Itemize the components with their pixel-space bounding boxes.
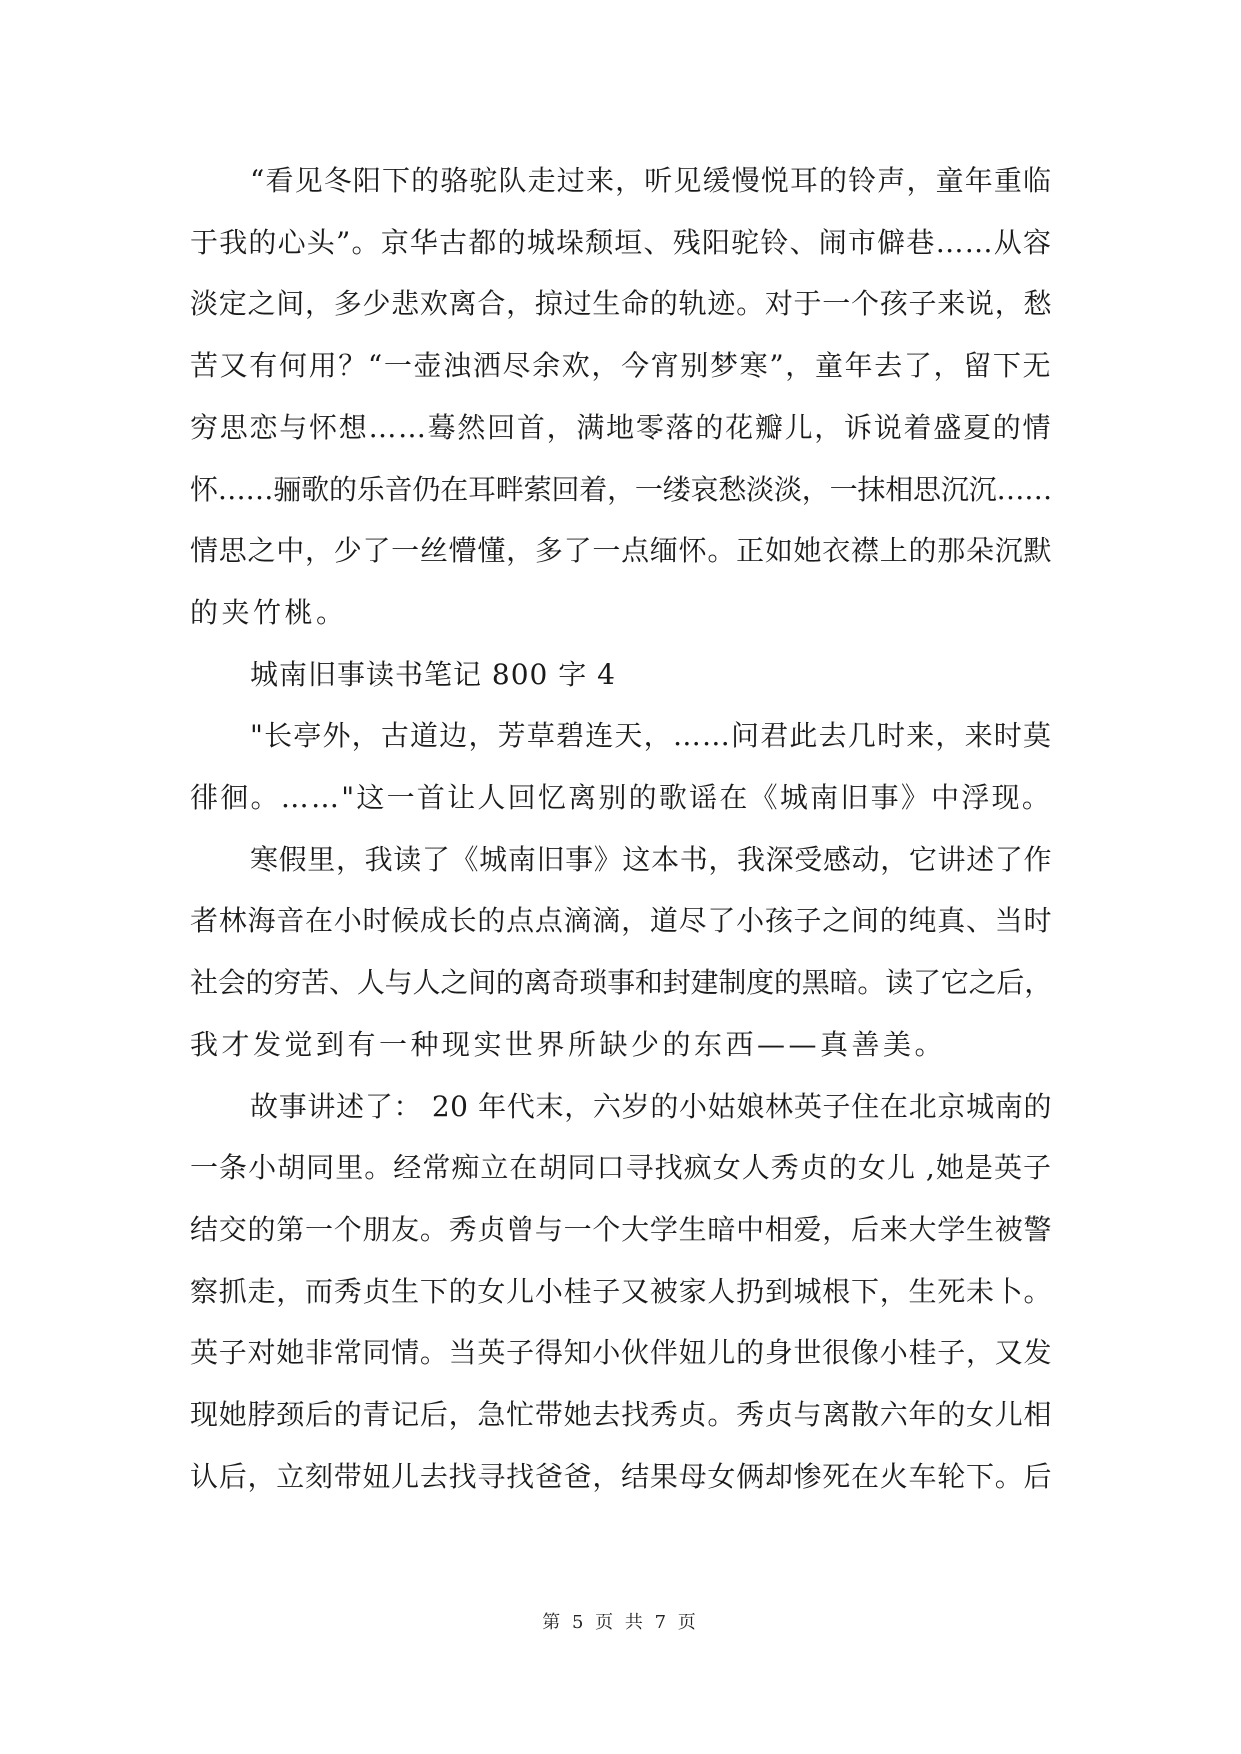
- paragraph-1: [190, 150, 1052, 644]
- text-line: 淡定之间，多少悲欢离合，掠过生命的轨迹。对于一个孩子来说，愁: [190, 287, 1052, 321]
- text-line: 我才发觉到有一种现实世界所缺少的东西——真善美。: [190, 1027, 947, 1061]
- paragraph-2: [190, 705, 1052, 828]
- text-line: 社会的穷苦、人与人之间的离奇琐事和封建制度的黑暗。读了它之后，: [190, 966, 1052, 1000]
- text-line: 英子对她非常同情。当英子得知小伙伴妞儿的身世很像小桂子，又发: [190, 1336, 1052, 1370]
- text-line: 寒假里，我读了《城南旧事》这本书，我深受感动，它讲述了作: [250, 842, 1052, 876]
- text-line: 苦又有何用？“一壶浊洒尽余欢，今宵别梦寒”，童年去了，留下无: [190, 349, 1052, 383]
- text-line: "长亭外，古道边，芳草碧连天，……问君此去几时来，来时莫: [250, 719, 1052, 753]
- text-line: 一条小胡同里。经常痴立在胡同口寻找疯女人秀贞的女儿 ,她是英子: [190, 1151, 1052, 1185]
- text-line: 者林海音在小时候成长的点点滴滴，道尽了小孩子之间的纯真、当时: [190, 904, 1052, 938]
- document-body: [190, 150, 1052, 1507]
- text-line: 察抓走，而秀贞生下的女儿小桂子又被家人扔到城根下，生死未卜。: [190, 1274, 1052, 1308]
- text-line: 结交的第一个朋友。秀贞曾与一个大学生暗中相爱，后来大学生被警: [190, 1212, 1052, 1246]
- text-line: 认后，立刻带妞儿去找寻找爸爸，结果母女俩却惨死在火车轮下。后: [190, 1459, 1052, 1493]
- text-line: 徘徊。……"这一首让人回忆离别的歌谣在《城南旧事》中浮现。: [190, 781, 1053, 815]
- text-line: 怀……骊歌的乐音仍在耳畔萦回着，一缕哀愁淡淡，一抹相思沉沉……: [190, 472, 1052, 506]
- text-line: 穷思恋与怀想……蓦然回首，满地零落的花瓣儿，诉说着盛夏的情: [190, 410, 1052, 444]
- text-line: 情思之中，少了一丝懵懂，多了一点缅怀。正如她衣襟上的那朵沉默: [190, 534, 1052, 568]
- text-line: 故事讲述了： 20 年代末，六岁的小姑娘林英子住在北京城南的: [250, 1089, 1052, 1123]
- paragraph-4: [190, 1076, 1052, 1508]
- text-line: “看见冬阳下的骆驼队走过来，听见缓慢悦耳的铃声，童年重临: [250, 164, 1052, 197]
- text-line: 现她脖颈后的青记后，急忙带她去找秀贞。秀贞与离散六年的女儿相: [190, 1398, 1052, 1432]
- page-number-footer: 第 5 页 共 7 页: [542, 1612, 699, 1633]
- section-heading: 城南旧事读书笔记 800 字 4: [250, 657, 616, 691]
- paragraph-3: [190, 829, 1052, 1076]
- text-line: 的夹竹桃。: [190, 595, 348, 629]
- text-line: 于我的心头”。京华古都的城垛颓垣、残阳驼铃、闹市僻巷……从容: [190, 225, 1052, 259]
